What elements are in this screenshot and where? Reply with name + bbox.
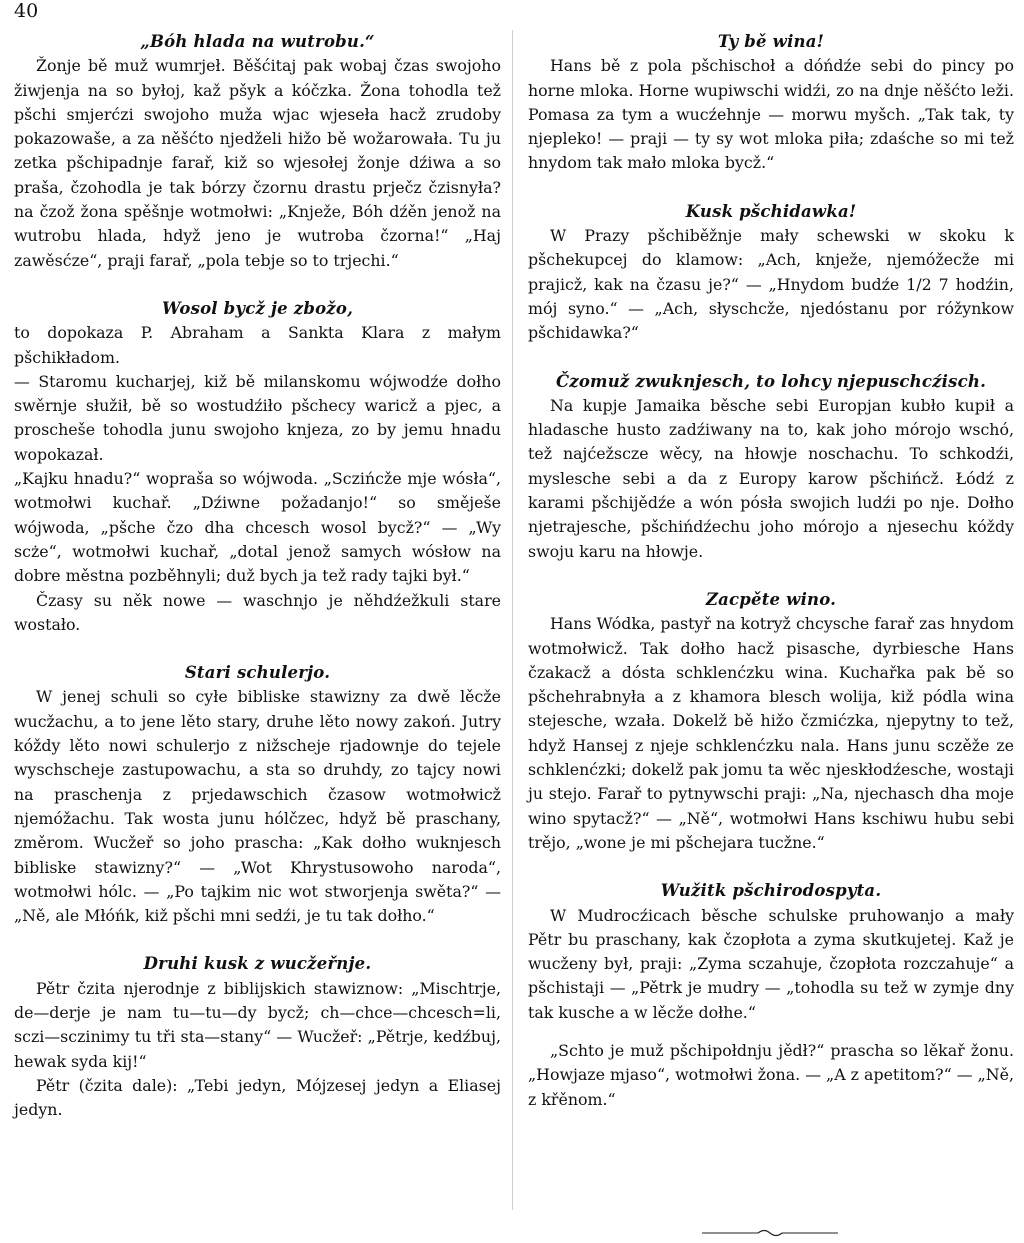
article-paragraph: Žonje bě muž wumrjeł. Běšćitaj pak wobaj čzas swojoho žiwjenja na so byłoj, kaž pšyk a kóčzka. Žona tohodla tež pšchi smjerćzi swojoho muža wjac wjeseła hacž zrudoby pokazowaše, a za něšćto njedželi hižo bě wožarowała. Tu ju zetka pšchipadnje farař, kiž so wjesołej žonje dźiwa a so praša, čzohodla je tak bórzy čzornu drastu prječz čzisnyła? na čzož žona spěšnje wotmołwi: „Knježe, Bóh dźěn jenož na wutrobu hlada, hdyž jeno je wutroba čzorna!“ „Haj zawěsćze“, praji farař, „pola tebje so to trjechi.“ bbox=[14, 56, 501, 270]
article-title: Wužitk pšchirodospyta. bbox=[660, 881, 882, 901]
article-paragraph: W Prazy pšchiběžnje mały schewski w skoku k pšchekupcej do klamow: „Ach, knježe, njemóžecže mi prajicž, kak na čzasu je?“ — „Hnydom budźe 1/2 7 hodźin, mój syno.“ — „Ach, słyschcže, njedóstanu por róžynkow pšchidawka?“ bbox=[528, 226, 1014, 343]
article-title: Druhi kusk z wucžeřnje. bbox=[143, 954, 372, 974]
article-paragraph: Pětr čzita njerodnje z biblijskich stawiznow: „Mischtrje, de—derje je nam tu—tu—dy bycž; ch—chce—chcesch=li, sczi—sczinimy tu tři sta—stany“ — Wucžeř: „Pětrje, kedźbuj, hewak syda kij!“ bbox=[14, 978, 501, 1071]
article-druhi-kusk bbox=[14, 952, 501, 1122]
end-ornament-icon bbox=[700, 1228, 840, 1238]
article-stari-schulerjo bbox=[14, 661, 501, 928]
article-ty-be-wina bbox=[528, 30, 1014, 176]
article-title: Čzomuž zwuknjesch, to lohcy njepuschcźisch. bbox=[555, 371, 987, 391]
article-czomuz bbox=[528, 370, 1014, 564]
article-paragraph: W Mudrocźicach běsche schulske pruhowanjo a mały Pětr bu praschany, kak čzopłota a zyma skutkujetej. Kaž je wucženy był, praji: „Zyma sczahuje, čzopłota rozczahuje“ a pšchistaji — „Pětrk je mudry — „tohodla su tež w zymje dny tak kusche a w lěcže dołhe.“ bbox=[528, 905, 1014, 1022]
page-number: 40 bbox=[14, 0, 39, 22]
article-subtitle: to dopokaza P. Abraham a Sankta Klara z małym pšchikładom. bbox=[14, 323, 501, 367]
article-paragraph: „Schto je muž pšchipołdnju jědł?“ prascha so lěkař žonu. „Howjaze mjaso“, wotmołwi žona. — „A z apetitom?“ — „Ně, z křěnom.“ bbox=[528, 1040, 1014, 1109]
article-paragraph: Na kupje Jamaika běsche sebi Europjan kubło kupił a hladasche husto zadźiwany na to, kak joho mórojo wschó, tež najćežscze wěcy, na hłowje noschachu. To schkodźi, myslesche sebi a da z Europy karow pšchińcž. Łódź z karami pšchijědźe a wón pósła swojich ludźi po nje. Dołho njetrajesche, pšchińdźechu joho mórojo a njesechu kóždy swoju karu na hłowje. bbox=[528, 395, 1014, 561]
column-divider bbox=[512, 30, 513, 1210]
left-column bbox=[14, 30, 501, 1122]
article-paragraph: Čzasy su něk nowe — waschnjo je něhdźežkuli stare wostało. bbox=[14, 590, 501, 634]
article-title: Ty bě wina! bbox=[717, 32, 825, 51]
right-column bbox=[528, 30, 1014, 1112]
article-paragraph: Hans Wódka, pastyř na kotryž chcysche farař zas hnydom wotmołwicž. Tak dołho hacž pisasche, dyrbiesche Hans čzakacž a dósta schklenćzku wina. Kuchařka pak bě so pšchehrabnyła a z khamora blesch wolija, kiž pódla wina stejesche, wzała. Dokelž bě hižo čzmićzka, njepytny to tež, hdyž Hansej z njeje schklenćzku nala. Hans junu sczěže ze schklenćzki; dokelž pak jomu ta wěc njeskłodźesche, wostaji ju stejo. Farař to pytnywschi praji: „Na, njechasch dha moje wino spytacž?“ — „Ně“, wotmołwi Hans kschiwu hubu sebi trějo, „wone je mi pšchejara tucžne.“ bbox=[528, 614, 1014, 852]
article-title: Kusk pšchidawka! bbox=[685, 201, 857, 221]
article-paragraph: „Kajku hnadu?“ wopraša so wójwoda. „Sczińcže mje wósła“, wotmołwi kuchař. „Dźiwne požadanjo!“ so směješe wójwoda, „pšche čzo dha chcesch wosol bycž?“ — „Wy scże“, wotmołwi kuchař, „dotal jenož samych wósłow na dobre městna pozběhnyli; duž bych ja tež rady tajki był.“ bbox=[14, 469, 501, 586]
article-title: Stari schulerjo. bbox=[184, 663, 331, 683]
article-title: „Bóh hlada na wutrobu.“ bbox=[140, 32, 375, 51]
article-wuzitk bbox=[528, 879, 1014, 1112]
article-title: Zacpěte wino. bbox=[705, 589, 837, 609]
article-paragraph: — Staromu kucharjej, kiž bě milanskomu wójwodźe dołho swěrnje słužił, bě so wostudźiło pšchecy waricž a pjec, a proscheše tohodla junu swojoho knjeza, zo by jemu hnadu wopokazał. bbox=[14, 371, 501, 464]
article-paragraph: Hans bě z pola pšchischoł a dóńdźe sebi do pincy po horne mloka. Horne wupiwschi widźi, zo na dnje něšćto leži. Pomasa za tym a wucźehnje — morwu myšch. „Tak tak, ty njepleko! — praji — ty sy wot mloka piła; zdaśche so mi tež hnydom tak mało mloka bycž.“ bbox=[528, 56, 1014, 173]
article-title: Wosol bycž je zbožo, bbox=[161, 298, 354, 318]
article-boh-hlada bbox=[14, 30, 501, 273]
article-wosol bbox=[14, 297, 501, 637]
article-paragraph: Pětr (čzita dale): „Tebi jedyn, Mójzesej jedyn a Eliasej jedyn. bbox=[14, 1075, 501, 1120]
article-kusk-pschidawka bbox=[528, 200, 1014, 346]
article-zacpete-wino bbox=[528, 588, 1014, 855]
article-paragraph: W jenej schuli so cyłe bibliske stawizny za dwě lěcže wucžachu, a to jene lěto stary, druhe lěto nowy zakoń. Jutry kóždy lěto nowi schulerjo z nižscheje rjadownje do tejele wyschscheje zastupowachu, a sta so druhdy, zo tajcy nowi na praschenja z prjedawschich čzasow wotmołwicž njemóžachu. Tak wosta junu hólčzec, hdyž bě praschany, změrom. Wucžeř so joho prascha: „Kak dołho wuknjesch bibliske stawizny?“ — „Wot Khrystusowoho naroda“, wotmołwi hólc. — „Po tajkim nic wot stworjenja swěta?“ — „Ně, ale Młóńk, kiž pšchi mni sedźi, je tu tak dołho.“ bbox=[14, 687, 501, 926]
